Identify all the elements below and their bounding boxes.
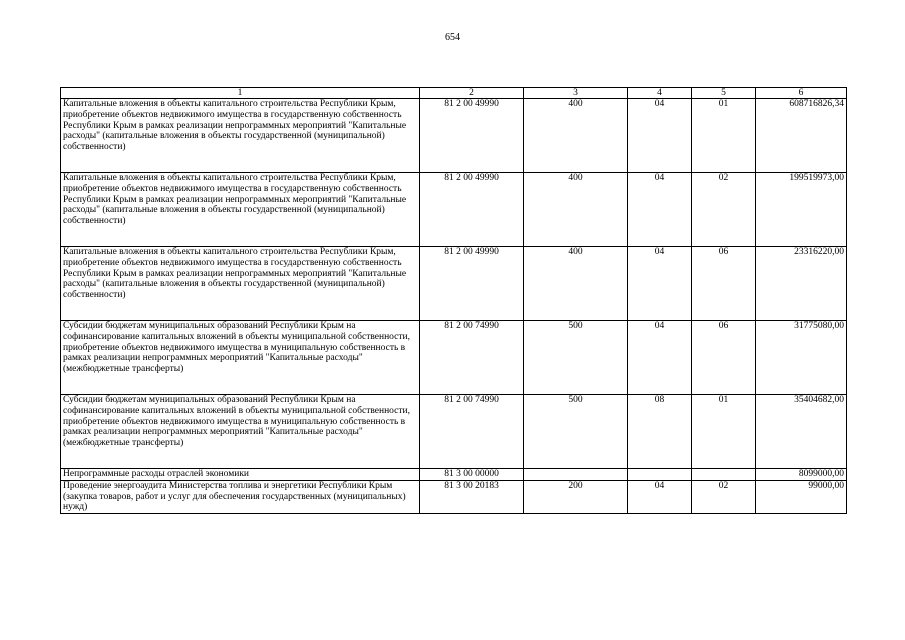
row-subsection: 01 [692, 99, 756, 173]
row-subsection: 02 [692, 173, 756, 247]
row-section [628, 469, 692, 481]
row-section: 04 [628, 247, 692, 321]
row-expense-type: 200 [524, 480, 628, 513]
header-row [61, 88, 847, 99]
row-target-article: 81 2 00 49990 [420, 247, 524, 321]
row-section: 04 [628, 173, 692, 247]
row-expense-type [524, 469, 628, 481]
row-expense-type: 400 [524, 247, 628, 321]
row-amount: 199519973,00 [756, 173, 847, 247]
row-amount: 31775080,00 [756, 321, 847, 395]
header-col-2: 2 [420, 88, 524, 99]
row-name: Капитальные вложения в объекты капитального строительства Республики Крым, приобретение объектов недвижимого имущества в государственную собственность Республики Крым в рамках реализации непрограммных мероприятий "Капитальные расходы" (капитальные вложения в объекты государственной (муниципальной) собственности) [61, 173, 420, 247]
page-number: 654 [445, 32, 460, 43]
row-amount: 8099000,00 [756, 469, 847, 481]
row-target-article: 81 2 00 74990 [420, 321, 524, 395]
row-target-article: 81 2 00 74990 [420, 395, 524, 469]
table-row [61, 247, 847, 321]
row-expense-type: 500 [524, 321, 628, 395]
table-row [61, 173, 847, 247]
row-name: Проведение энергоаудита Министерства топлива и энергетики Республики Крым (закупка товаров, работ и услуг для обеспечения государственных (муниципальных) нужд) [61, 480, 420, 513]
header-col-1: 1 [61, 88, 420, 99]
row-name: Капитальные вложения в объекты капитального строительства Республики Крым, приобретение объектов недвижимого имущества в государственную собственность Республики Крым в рамках реализации непрограммных мероприятий "Капитальные расходы" (капитальные вложения в объекты государственной (муниципальной) собственности) [61, 247, 420, 321]
row-subsection: 02 [692, 480, 756, 513]
row-subsection: 01 [692, 395, 756, 469]
row-section: 08 [628, 395, 692, 469]
row-name: Субсидии бюджетам муниципальных образований Республики Крым на софинансирование капитальных вложений в объекты муниципальной собственности, приобретение объектов недвижимого имущества в муниципальную собственность в рамках реализации непрограммных мероприятий "Капитальные расходы" (межбюджетные трансферты) [61, 395, 420, 469]
row-amount: 35404682,00 [756, 395, 847, 469]
row-expense-type: 500 [524, 395, 628, 469]
row-subsection: 06 [692, 247, 756, 321]
row-section: 04 [628, 99, 692, 173]
row-amount: 23316220,00 [756, 247, 847, 321]
row-target-article: 81 2 00 49990 [420, 173, 524, 247]
header-col-5: 5 [692, 88, 756, 99]
row-expense-type: 400 [524, 173, 628, 247]
header-col-3: 3 [524, 88, 628, 99]
row-name: Непрограммные расходы отраслей экономики [61, 469, 420, 481]
table-row [61, 395, 847, 469]
row-amount: 99000,00 [756, 480, 847, 513]
table-row [61, 480, 847, 513]
row-name: Субсидии бюджетам муниципальных образований Республики Крым на софинансирование капитальных вложений в объекты муниципальной собственности, приобретение объектов недвижимого имущества в муниципальную собственность в рамках реализации непрограммных мероприятий "Капитальные расходы" (межбюджетные трансферты) [61, 321, 420, 395]
row-name: Капитальные вложения в объекты капитального строительства Республики Крым, приобретение объектов недвижимого имущества в государственную собственность Республики Крым в рамках реализации непрограммных мероприятий "Капитальные расходы" (капитальные вложения в объекты государственной (муниципальной) собственности) [61, 99, 420, 173]
row-subsection [692, 469, 756, 481]
row-target-article: 81 3 00 20183 [420, 480, 524, 513]
header-col-4: 4 [628, 88, 692, 99]
row-expense-type: 400 [524, 99, 628, 173]
header-col-6: 6 [756, 88, 847, 99]
table-row [61, 321, 847, 395]
table-row [61, 99, 847, 173]
row-section: 04 [628, 321, 692, 395]
row-amount: 608716826,34 [756, 99, 847, 173]
budget-table [60, 87, 847, 514]
table-row [61, 469, 847, 481]
row-target-article: 81 3 00 00000 [420, 469, 524, 481]
row-subsection: 06 [692, 321, 756, 395]
row-target-article: 81 2 00 49990 [420, 99, 524, 173]
row-section: 04 [628, 480, 692, 513]
